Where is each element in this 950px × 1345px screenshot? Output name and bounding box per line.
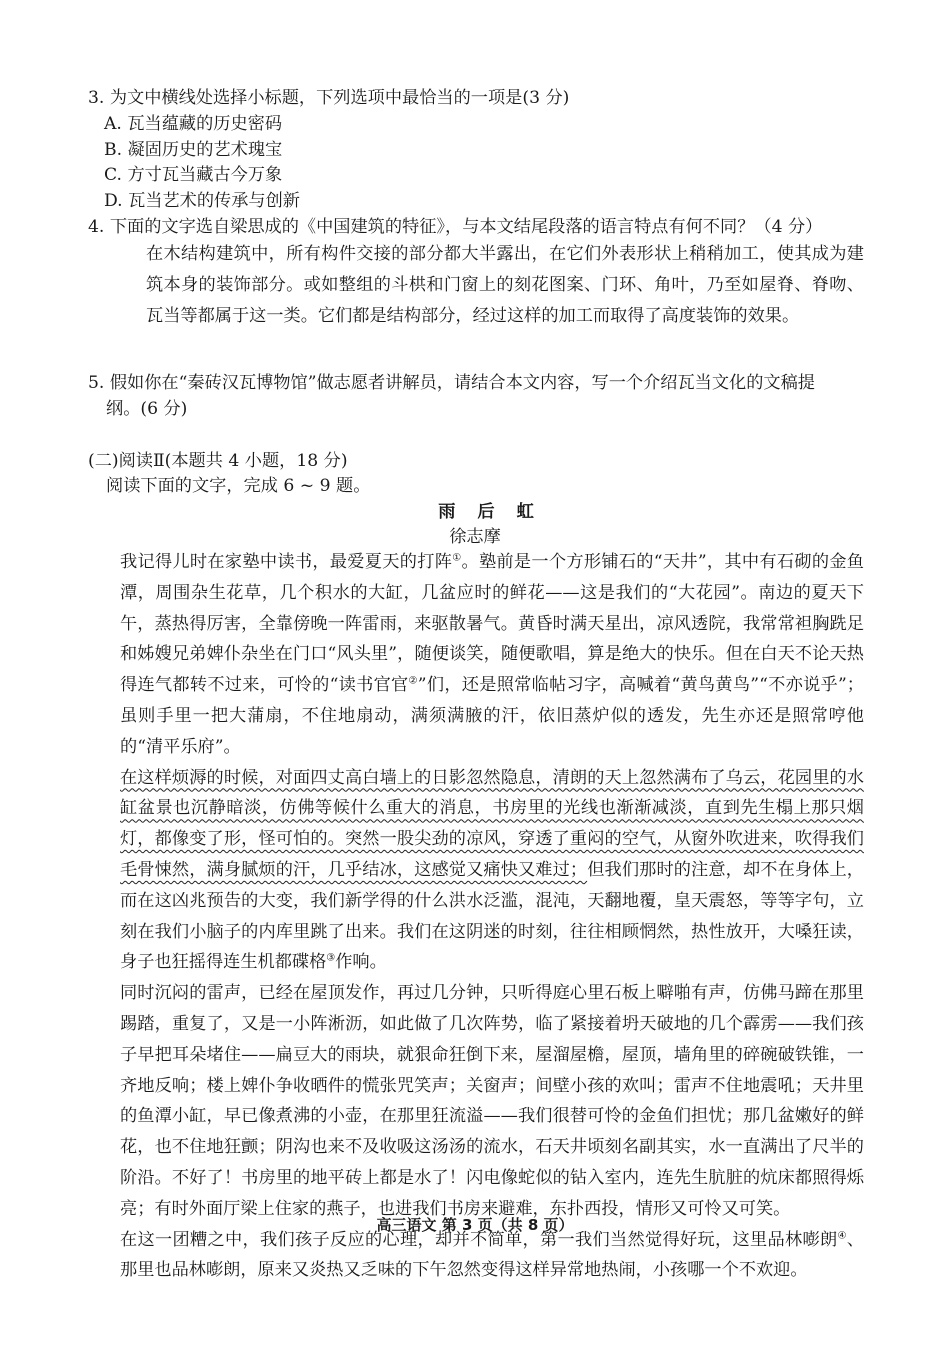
footnote-ref-4: ④: [837, 1229, 847, 1241]
p2-text-b: 作响。: [335, 952, 387, 973]
p1-text-b: 。塾前是一个方形铺石的“天井”，其中有石砌的金鱼潭，周围杂生花草，几个积水的大缸，几盆应时的鲜花——这是我们的“大花园”。南边的夏天下午，蒸热得厉害，全靠傍晚一阵雷雨，来驱散暑气。黄昏时满天星出，凉风透院，我常常袒胸跣足和姊嫂兄弟婢仆杂坐在门口“风头里”，随便谈笑，随便歌唱，算是绝大的快乐。但在白天不论天热得连气都转不过来，可怜的“读书官官: [120, 552, 864, 696]
page-footer: 高三语文 第 3 页（共 8 页）: [376, 1216, 574, 1234]
quote-text: 在木结构建筑中，所有构件交接的部分都大半露出，在它们外表形状上稍稍加工，使其成为建筑本身的装饰部分。或如整组的斗栱和门窗上的刻花图案、门环、角叶，乃至如屋脊、脊吻、瓦当等都属于这一类。它们都是结构部分，经过这样的加工而取得了高度装饰的效果。: [146, 244, 864, 326]
article-title: 雨后虹: [438, 502, 556, 522]
section-instruction: 阅读下面的文字，完成 6 ~ 9 题。: [106, 476, 371, 496]
paragraph-2: [82, 763, 864, 979]
footnote-ref-3: ③: [326, 952, 336, 964]
question-5-line-2: 纲。(6 分): [106, 399, 188, 419]
question-3-option-d: D. 瓦当艺术的传承与创新: [104, 191, 300, 211]
article-author: 徐志摩: [449, 527, 501, 547]
paragraph-3: 同时沉闷的雷声，已经在屋顶发作，再过几分钟，只听得庭心里石板上噼啪有声，仿佛马蹄在那里踢踏，重复了，又是一小阵淅沥，如此做了几次阵势，临了紧接着坍天破地的几个霹雳——我们孩子早把耳朵堵住——扁豆大的雨块，就狠命狂倒下来，屋溜屋檐，屋顶，墙角里的碎碗破铁锥，一齐地反响；楼上婢仆争收晒件的慌张咒笑声；关窗声；间壁小孩的欢叫；雷声不住地震吼；天井里的鱼潭小缸，早已像煮沸的小壶，在那里狂流溢——我们很替可怜的金鱼们担忧；那几盆嫩好的鲜花，也不住地狂颤；阴沟也来不及收吸这汤汤的流水，石天井顷刻名副其实，水一直满出了尺半的阶沿。不好了！书房里的地平砖上都是水了！闪电像蛇似的钻入室内，连先生肮脏的炕床都照得烁亮；有时外面厅梁上住家的燕子，也进我们书房来避难，东扑西投，情形又可怜又可笑。: [120, 983, 864, 1219]
p1-text-a: 我记得儿时在家塾中读书，最爱夏天的打阵: [120, 552, 453, 572]
article-body: [82, 547, 864, 1286]
p4-text-b: 、那里也品林嘭朗，原来又炎热又乏味的下午忽然变得这样异常地热闹，小孩哪一个不欢迎。: [120, 1229, 864, 1281]
footnote-ref-2: ②: [408, 675, 418, 687]
paragraph-1: [82, 547, 864, 763]
p1-text-c: ”们，还是照常临帖习字，高喊着“黄鸟黄鸟”“不亦说乎”；虽则手里一把大蒲扇，不住地扇动，满须满腋的汗，依旧蒸炉似的透发，先生亦还是照常哼他的“清平乐府”。: [120, 675, 864, 757]
question-4-stem: 4. 下面的文字选自梁思成的《中国建筑的特征》，与本文结尾段落的语言特点有何不同？（4 分）: [88, 217, 823, 237]
question-3-option-b: B. 凝固历史的艺术瑰宝: [104, 140, 283, 160]
footnote-ref-1: ①: [452, 552, 462, 564]
question-4-quote: [82, 239, 864, 331]
question-3-option-c: C. 方寸瓦当藏古今万象: [104, 165, 283, 185]
question-3-option-a: A. 瓦当蕴藏的历史密码: [104, 114, 283, 134]
section-heading: (二)阅读Ⅱ(本题共 4 小题，18 分): [88, 451, 348, 471]
question-5-line-1: 5. 假如你在“秦砖汉瓦博物馆”做志愿者讲解员，请结合本文内容，写一个介绍瓦当文化的文稿提: [88, 373, 815, 393]
underlined-passage: 在这样烦溽的时候，对面四丈高白墙上的日影忽然隐息，清朗的天上忽然满布了乌云，花园里的水缸盆景也沉静暗淡，仿佛等候什么重大的消息，书房里的光线也渐渐减淡，直到先生榻上那只烟灯，都像变了形，怪可怕的。突然一股尖劲的凉风，穿透了重闷的空气，从窗外吹进来，吹得我们毛骨悚然，满身腻烦的汗，几乎结冰，这感觉又痛快又难过；: [120, 767, 864, 880]
question-3-stem: 3. 为文中横线处选择小标题，下列选项中最恰当的一项是(3 分): [88, 88, 570, 108]
p2-text-a: 但我们那时的注意，却不在身体上，而在这凶兆预告的大变，我们新学得的什么洪水泛滥，混沌，天翻地覆，皇天震怒，等等字句，立刻在我们小脑子的内库里跳了出来。我们在这阴迷的时刻，往往相顾惘然，热性放开，大嗓狂读，身子也狂摇得连生机都碟格: [120, 859, 864, 973]
p4-text-a: 在这一团糟之中，我们孩子反应的心理，却并不简单，第一我们当然觉得好玩，这里品林嘭朗: [120, 1229, 838, 1250]
